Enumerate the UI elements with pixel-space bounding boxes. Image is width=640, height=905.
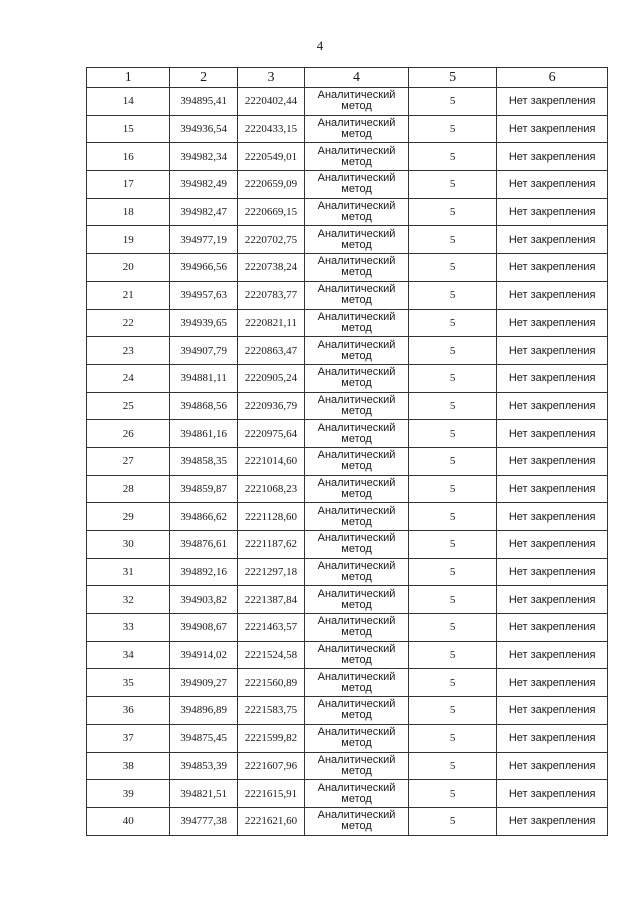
error-cell: 5 <box>408 780 497 808</box>
point-number-cell: 37 <box>87 724 170 752</box>
x-coordinate-cell: 394858,35 <box>170 447 237 475</box>
method-line-2: метод <box>341 460 372 473</box>
error-cell: 5 <box>408 531 497 559</box>
method-cell <box>305 697 409 725</box>
method-cell <box>305 198 409 226</box>
method-line-2: метод <box>341 294 372 307</box>
error-cell: 5 <box>408 447 497 475</box>
y-coordinate-cell: 2221583,75 <box>237 697 304 725</box>
table-row <box>87 171 608 199</box>
fixation-cell: Нет закрепления <box>497 171 608 199</box>
method-cell <box>305 475 409 503</box>
point-number-cell: 34 <box>87 641 170 669</box>
error-cell: 5 <box>408 254 497 282</box>
method-cell <box>305 780 409 808</box>
table-row <box>87 447 608 475</box>
method-line-2: метод <box>341 404 372 417</box>
table-row <box>87 281 608 309</box>
y-coordinate-cell: 2220659,09 <box>237 171 304 199</box>
y-coordinate-cell: 2221615,91 <box>237 780 304 808</box>
method-line-1: Аналитический <box>317 504 396 517</box>
method-line-2: метод <box>341 543 372 556</box>
error-cell: 5 <box>408 614 497 642</box>
method-line-1: Аналитический <box>317 643 396 656</box>
method-line-2: метод <box>341 266 372 279</box>
error-cell: 5 <box>408 281 497 309</box>
table-row <box>87 88 608 116</box>
table-row <box>87 752 608 780</box>
point-number-cell: 20 <box>87 254 170 282</box>
table-row <box>87 420 608 448</box>
point-number-cell: 25 <box>87 392 170 420</box>
y-coordinate-cell: 2220905,24 <box>237 364 304 392</box>
x-coordinate-cell: 394895,41 <box>170 88 237 116</box>
method-cell <box>305 641 409 669</box>
y-coordinate-cell: 2221524,58 <box>237 641 304 669</box>
table-row <box>87 697 608 725</box>
x-coordinate-cell: 394868,56 <box>170 392 237 420</box>
x-coordinate-cell: 394982,47 <box>170 198 237 226</box>
y-coordinate-cell: 2220738,24 <box>237 254 304 282</box>
method-line-2: метод <box>341 737 372 750</box>
method-line-1: Аналитический <box>317 753 396 766</box>
point-number-cell: 21 <box>87 281 170 309</box>
table-row <box>87 503 608 531</box>
y-coordinate-cell: 2221014,60 <box>237 447 304 475</box>
x-coordinate-cell: 394892,16 <box>170 558 237 586</box>
error-cell: 5 <box>408 586 497 614</box>
error-cell: 5 <box>408 697 497 725</box>
x-coordinate-cell: 394907,79 <box>170 337 237 365</box>
method-cell <box>305 392 409 420</box>
method-cell <box>305 420 409 448</box>
y-coordinate-cell: 2220402,44 <box>237 88 304 116</box>
method-line-1: Аналитический <box>317 421 396 434</box>
method-line-2: метод <box>341 321 372 334</box>
method-cell <box>305 586 409 614</box>
x-coordinate-cell: 394936,54 <box>170 115 237 143</box>
method-line-1: Аналитический <box>317 144 396 157</box>
fixation-cell: Нет закрепления <box>497 586 608 614</box>
x-coordinate-cell: 394957,63 <box>170 281 237 309</box>
y-coordinate-cell: 2220783,77 <box>237 281 304 309</box>
error-cell: 5 <box>408 475 497 503</box>
method-cell <box>305 503 409 531</box>
method-line-2: метод <box>341 792 372 805</box>
table-row <box>87 143 608 171</box>
point-number-cell: 22 <box>87 309 170 337</box>
method-line-1: Аналитический <box>317 615 396 628</box>
y-coordinate-cell: 2220549,01 <box>237 143 304 171</box>
error-cell: 5 <box>408 143 497 171</box>
point-number-cell: 23 <box>87 337 170 365</box>
method-line-1: Аналитический <box>317 449 396 462</box>
y-coordinate-cell: 2221607,96 <box>237 752 304 780</box>
x-coordinate-cell: 394908,67 <box>170 614 237 642</box>
method-line-1: Аналитический <box>317 726 396 739</box>
error-cell: 5 <box>408 420 497 448</box>
header-row <box>87 68 608 88</box>
method-line-1: Аналитический <box>317 366 396 379</box>
point-number-cell: 38 <box>87 752 170 780</box>
x-coordinate-cell: 394777,38 <box>170 807 237 835</box>
method-line-2: метод <box>341 349 372 362</box>
point-number-cell: 26 <box>87 420 170 448</box>
x-coordinate-cell: 394977,19 <box>170 226 237 254</box>
method-cell <box>305 752 409 780</box>
error-cell: 5 <box>408 724 497 752</box>
error-cell: 5 <box>408 88 497 116</box>
method-line-1: Аналитический <box>317 283 396 296</box>
column-header-2: 2 <box>170 68 237 88</box>
method-line-1: Аналитический <box>317 200 396 213</box>
method-line-2: метод <box>341 681 372 694</box>
error-cell: 5 <box>408 558 497 586</box>
error-cell: 5 <box>408 309 497 337</box>
point-number-cell: 29 <box>87 503 170 531</box>
method-line-1: Аналитический <box>317 338 396 351</box>
x-coordinate-cell: 394914,02 <box>170 641 237 669</box>
error-cell: 5 <box>408 364 497 392</box>
table-row <box>87 254 608 282</box>
y-coordinate-cell: 2220669,15 <box>237 198 304 226</box>
error-cell: 5 <box>408 226 497 254</box>
table-row <box>87 780 608 808</box>
fixation-cell: Нет закрепления <box>497 724 608 752</box>
point-number-cell: 31 <box>87 558 170 586</box>
method-line-1: Аналитический <box>317 117 396 130</box>
method-line-1: Аналитический <box>317 227 396 240</box>
y-coordinate-cell: 2221463,57 <box>237 614 304 642</box>
point-number-cell: 19 <box>87 226 170 254</box>
point-number-cell: 17 <box>87 171 170 199</box>
method-line-1: Аналитический <box>317 255 396 268</box>
fixation-cell: Нет закрепления <box>497 281 608 309</box>
page-number: 4 <box>316 38 324 53</box>
error-cell: 5 <box>408 503 497 531</box>
method-line-2: метод <box>341 820 372 833</box>
y-coordinate-cell: 2220975,64 <box>237 420 304 448</box>
point-number-cell: 14 <box>87 88 170 116</box>
method-line-1: Аналитический <box>317 310 396 323</box>
point-number-cell: 30 <box>87 531 170 559</box>
column-header-4: 4 <box>305 68 409 88</box>
method-cell <box>305 558 409 586</box>
table-row <box>87 198 608 226</box>
method-line-2: метод <box>341 432 372 445</box>
column-header-3: 3 <box>237 68 304 88</box>
fixation-cell: Нет закрепления <box>497 614 608 642</box>
method-cell <box>305 531 409 559</box>
x-coordinate-cell: 394821,51 <box>170 780 237 808</box>
method-cell <box>305 337 409 365</box>
method-cell <box>305 807 409 835</box>
error-cell: 5 <box>408 337 497 365</box>
point-number-cell: 18 <box>87 198 170 226</box>
fixation-cell: Нет закрепления <box>497 115 608 143</box>
point-number-cell: 27 <box>87 447 170 475</box>
x-coordinate-cell: 394859,87 <box>170 475 237 503</box>
fixation-cell: Нет закрепления <box>497 558 608 586</box>
method-cell <box>305 281 409 309</box>
error-cell: 5 <box>408 392 497 420</box>
method-line-2: метод <box>341 183 372 196</box>
y-coordinate-cell: 2220936,79 <box>237 392 304 420</box>
table-row <box>87 641 608 669</box>
x-coordinate-cell: 394853,39 <box>170 752 237 780</box>
x-coordinate-cell: 394876,61 <box>170 531 237 559</box>
y-coordinate-cell: 2221128,60 <box>237 503 304 531</box>
y-coordinate-cell: 2221599,82 <box>237 724 304 752</box>
error-cell: 5 <box>408 807 497 835</box>
method-line-1: Аналитический <box>317 670 396 683</box>
x-coordinate-cell: 394903,82 <box>170 586 237 614</box>
method-line-1: Аналитический <box>317 698 396 711</box>
y-coordinate-cell: 2221068,23 <box>237 475 304 503</box>
x-coordinate-cell: 394982,49 <box>170 171 237 199</box>
table-row <box>87 337 608 365</box>
method-line-1: Аналитический <box>317 476 396 489</box>
table-row <box>87 586 608 614</box>
y-coordinate-cell: 2221560,89 <box>237 669 304 697</box>
table-row <box>87 226 608 254</box>
fixation-cell: Нет закрепления <box>497 447 608 475</box>
method-cell <box>305 226 409 254</box>
fixation-cell: Нет закрепления <box>497 337 608 365</box>
y-coordinate-cell: 2220863,47 <box>237 337 304 365</box>
column-header-1: 1 <box>87 68 170 88</box>
point-number-cell: 39 <box>87 780 170 808</box>
x-coordinate-cell: 394881,11 <box>170 364 237 392</box>
method-line-2: метод <box>341 155 372 168</box>
fixation-cell: Нет закрепления <box>497 88 608 116</box>
method-line-1: Аналитический <box>317 809 396 822</box>
method-cell <box>305 309 409 337</box>
method-cell <box>305 669 409 697</box>
method-cell <box>305 254 409 282</box>
method-cell <box>305 724 409 752</box>
fixation-cell: Нет закрепления <box>497 669 608 697</box>
y-coordinate-cell: 2220702,75 <box>237 226 304 254</box>
method-line-2: метод <box>341 100 372 113</box>
error-cell: 5 <box>408 198 497 226</box>
fixation-cell: Нет закрепления <box>497 697 608 725</box>
error-cell: 5 <box>408 752 497 780</box>
fixation-cell: Нет закрепления <box>497 807 608 835</box>
table-row <box>87 614 608 642</box>
coordinates-table <box>86 67 608 836</box>
fixation-cell: Нет закрепления <box>497 420 608 448</box>
method-line-1: Аналитический <box>317 587 396 600</box>
method-line-2: метод <box>341 764 372 777</box>
method-line-2: метод <box>341 598 372 611</box>
method-line-1: Аналитический <box>317 560 396 573</box>
method-line-2: метод <box>341 128 372 141</box>
method-line-1: Аналитический <box>317 172 396 185</box>
table-row <box>87 364 608 392</box>
x-coordinate-cell: 394966,56 <box>170 254 237 282</box>
method-cell <box>305 364 409 392</box>
error-cell: 5 <box>408 171 497 199</box>
point-number-cell: 16 <box>87 143 170 171</box>
fixation-cell: Нет закрепления <box>497 226 608 254</box>
fixation-cell: Нет закрепления <box>497 531 608 559</box>
method-line-2: метод <box>341 709 372 722</box>
table-row <box>87 475 608 503</box>
fixation-cell: Нет закрепления <box>497 752 608 780</box>
point-number-cell: 36 <box>87 697 170 725</box>
y-coordinate-cell: 2220433,15 <box>237 115 304 143</box>
method-line-2: метод <box>341 238 372 251</box>
method-line-1: Аналитический <box>317 89 396 102</box>
method-line-1: Аналитический <box>317 532 396 545</box>
point-number-cell: 33 <box>87 614 170 642</box>
method-line-2: метод <box>341 377 372 390</box>
table-row <box>87 531 608 559</box>
fixation-cell: Нет закрепления <box>497 143 608 171</box>
method-line-2: метод <box>341 211 372 224</box>
point-number-cell: 24 <box>87 364 170 392</box>
error-cell: 5 <box>408 669 497 697</box>
error-cell: 5 <box>408 115 497 143</box>
x-coordinate-cell: 394982,34 <box>170 143 237 171</box>
column-header-6: 6 <box>497 68 608 88</box>
point-number-cell: 15 <box>87 115 170 143</box>
table-row <box>87 558 608 586</box>
method-line-2: метод <box>341 515 372 528</box>
fixation-cell: Нет закрепления <box>497 503 608 531</box>
x-coordinate-cell: 394875,45 <box>170 724 237 752</box>
method-line-1: Аналитический <box>317 393 396 406</box>
x-coordinate-cell: 394909,27 <box>170 669 237 697</box>
x-coordinate-cell: 394861,16 <box>170 420 237 448</box>
point-number-cell: 40 <box>87 807 170 835</box>
table-row <box>87 669 608 697</box>
fixation-cell: Нет закрепления <box>497 254 608 282</box>
method-cell <box>305 143 409 171</box>
table-row <box>87 724 608 752</box>
method-line-2: метод <box>341 654 372 667</box>
y-coordinate-cell: 2221387,84 <box>237 586 304 614</box>
fixation-cell: Нет закрепления <box>497 392 608 420</box>
point-number-cell: 28 <box>87 475 170 503</box>
table-body <box>87 88 608 836</box>
method-cell <box>305 614 409 642</box>
method-line-2: метод <box>341 487 372 500</box>
fixation-cell: Нет закрепления <box>497 364 608 392</box>
method-cell <box>305 447 409 475</box>
method-cell <box>305 88 409 116</box>
method-line-1: Аналитический <box>317 781 396 794</box>
point-number-cell: 32 <box>87 586 170 614</box>
error-cell: 5 <box>408 641 497 669</box>
method-cell <box>305 171 409 199</box>
y-coordinate-cell: 2221187,62 <box>237 531 304 559</box>
method-line-2: метод <box>341 571 372 584</box>
x-coordinate-cell: 394896,89 <box>170 697 237 725</box>
method-line-2: метод <box>341 626 372 639</box>
point-number-cell: 35 <box>87 669 170 697</box>
fixation-cell: Нет закрепления <box>497 780 608 808</box>
x-coordinate-cell: 394866,62 <box>170 503 237 531</box>
method-cell <box>305 115 409 143</box>
table-row <box>87 392 608 420</box>
fixation-cell: Нет закрепления <box>497 475 608 503</box>
table-row <box>87 115 608 143</box>
table-row <box>87 807 608 835</box>
y-coordinate-cell: 2221621,60 <box>237 807 304 835</box>
fixation-cell: Нет закрепления <box>497 641 608 669</box>
y-coordinate-cell: 2220821,11 <box>237 309 304 337</box>
column-header-5: 5 <box>408 68 497 88</box>
fixation-cell: Нет закрепления <box>497 309 608 337</box>
x-coordinate-cell: 394939,65 <box>170 309 237 337</box>
y-coordinate-cell: 2221297,18 <box>237 558 304 586</box>
table-row <box>87 309 608 337</box>
fixation-cell: Нет закрепления <box>497 198 608 226</box>
